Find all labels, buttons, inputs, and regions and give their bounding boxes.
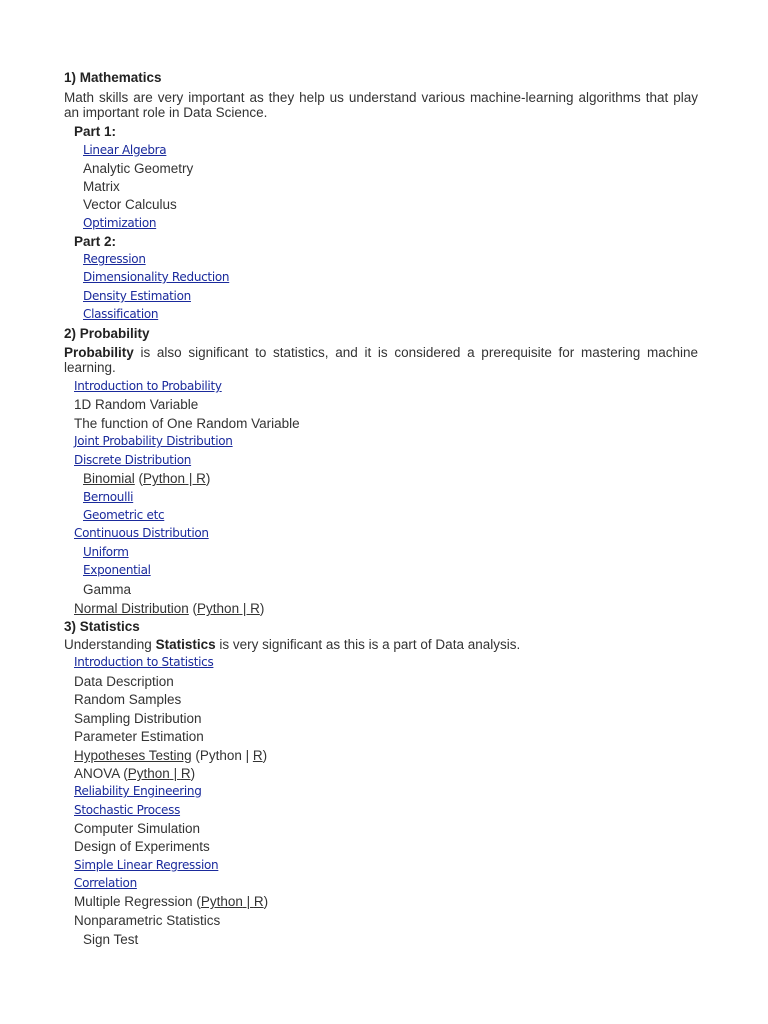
link-r[interactable]: R	[180, 766, 191, 781]
link-continuous-distribution[interactable]: Continuous Distribution	[74, 526, 209, 540]
probability-intro-text: is also significant to statistics, and it is considered a prerequisite for mastering machine learning.	[64, 345, 698, 375]
link-introduction-to-statistics[interactable]: Introduction to Statistics	[74, 655, 214, 669]
close-paren: )	[190, 766, 196, 781]
topic-function-of-one-random-variable: The function of One Random Variable	[74, 416, 300, 431]
section-heading-statistics: 3) Statistics	[64, 619, 140, 634]
separator: |	[185, 471, 197, 486]
link-python[interactable]: Python	[127, 766, 170, 781]
topic-gamma: Gamma	[83, 582, 132, 597]
multiple-regression-row	[74, 894, 268, 910]
link-python[interactable]: Python	[197, 601, 240, 616]
link-python[interactable]: Python	[143, 471, 186, 486]
link-simple-linear-regression[interactable]: Simple Linear Regression	[74, 858, 219, 872]
topic-sign-test: Sign Test	[83, 932, 139, 947]
link-exponential[interactable]: Exponential	[83, 563, 151, 577]
section-heading-probability: 2) Probability	[64, 326, 150, 341]
separator: |	[169, 766, 181, 781]
link-binomial[interactable]: Binomial	[83, 471, 135, 486]
link-uniform[interactable]: Uniform	[83, 545, 129, 559]
link-classification[interactable]: Classification	[83, 307, 159, 321]
topic-parameter-estimation: Parameter Estimation	[74, 729, 204, 744]
link-normal-distribution[interactable]: Normal Distribution	[74, 601, 189, 616]
link-r[interactable]: R	[196, 471, 206, 486]
statistics-intro-bold: Statistics	[155, 637, 216, 652]
topic-random-samples: Random Samples	[74, 692, 182, 707]
binomial-row	[83, 471, 210, 487]
topic-matrix: Matrix	[83, 179, 120, 194]
link-linear-algebra[interactable]: Linear Algebra	[83, 143, 167, 157]
topic-data-description: Data Description	[74, 674, 174, 689]
separator: |	[239, 601, 251, 616]
open-paren: (	[191, 748, 200, 763]
mathematics-intro: Math skills are very important as they help us understand various machine-learning algorithms that play an important role in Data Science.	[64, 90, 698, 120]
topic-sampling-distribution: Sampling Distribution	[74, 711, 202, 726]
link-optimization[interactable]: Optimization	[83, 216, 157, 230]
link-stochastic-process[interactable]: Stochastic Process	[74, 803, 181, 817]
link-bernoulli[interactable]: Bernoulli	[83, 490, 134, 504]
open-paren: (	[188, 601, 198, 616]
statistics-intro-post: is very significant as this is a part of Data analysis.	[215, 637, 521, 652]
link-geometric-etc[interactable]: Geometric etc	[83, 508, 165, 522]
open-paren: (	[192, 894, 201, 909]
link-r[interactable]: R	[250, 601, 260, 616]
link-introduction-to-probability[interactable]: Introduction to Probability	[74, 379, 222, 393]
link-hypotheses-testing[interactable]: Hypotheses Testing	[74, 748, 192, 763]
link-python[interactable]: Python	[200, 894, 243, 909]
topic-1d-random-variable: 1D Random Variable	[74, 397, 199, 412]
link-joint-probability-distribution[interactable]: Joint Probability Distribution	[74, 434, 233, 448]
statistics-intro	[64, 637, 520, 653]
topic-analytic-geometry: Analytic Geometry	[83, 161, 194, 176]
link-correlation[interactable]: Correlation	[74, 876, 137, 890]
close-paren: )	[259, 601, 265, 616]
close-paren: )	[263, 894, 269, 909]
python-text: Python	[199, 748, 242, 763]
open-paren: (	[134, 471, 144, 486]
link-regression[interactable]: Regression	[83, 252, 146, 266]
section-heading-mathematics: 1) Mathematics	[64, 70, 162, 85]
link-density-estimation[interactable]: Density Estimation	[83, 289, 191, 303]
probability-intro-bold: Probability	[64, 345, 134, 360]
hypotheses-testing-row	[74, 748, 267, 764]
topic-design-of-experiments: Design of Experiments	[74, 839, 210, 854]
statistics-intro-pre: Understanding	[64, 637, 156, 652]
link-r[interactable]: R	[252, 748, 263, 763]
link-dimensionality-reduction[interactable]: Dimensionality Reduction	[83, 270, 230, 284]
probability-intro	[64, 345, 698, 375]
separator: |	[242, 894, 254, 909]
topic-multiple-regression: Multiple Regression	[74, 894, 193, 909]
part-1-label: Part 1:	[74, 124, 117, 139]
link-r[interactable]: R	[253, 894, 264, 909]
topic-vector-calculus: Vector Calculus	[83, 197, 177, 212]
topic-computer-simulation: Computer Simulation	[74, 821, 201, 836]
part-2-label: Part 2:	[74, 234, 117, 249]
open-paren: (	[119, 766, 128, 781]
normal-distribution-row	[74, 601, 264, 617]
link-discrete-distribution[interactable]: Discrete Distribution	[74, 453, 192, 467]
anova-row	[74, 766, 195, 782]
topic-nonparametric-statistics: Nonparametric Statistics	[74, 913, 221, 928]
close-paren: )	[205, 471, 211, 486]
topic-anova: ANOVA	[74, 766, 120, 781]
separator: |	[241, 748, 253, 763]
close-paren: )	[262, 748, 268, 763]
link-reliability-engineering[interactable]: Reliability Engineering	[74, 784, 202, 798]
